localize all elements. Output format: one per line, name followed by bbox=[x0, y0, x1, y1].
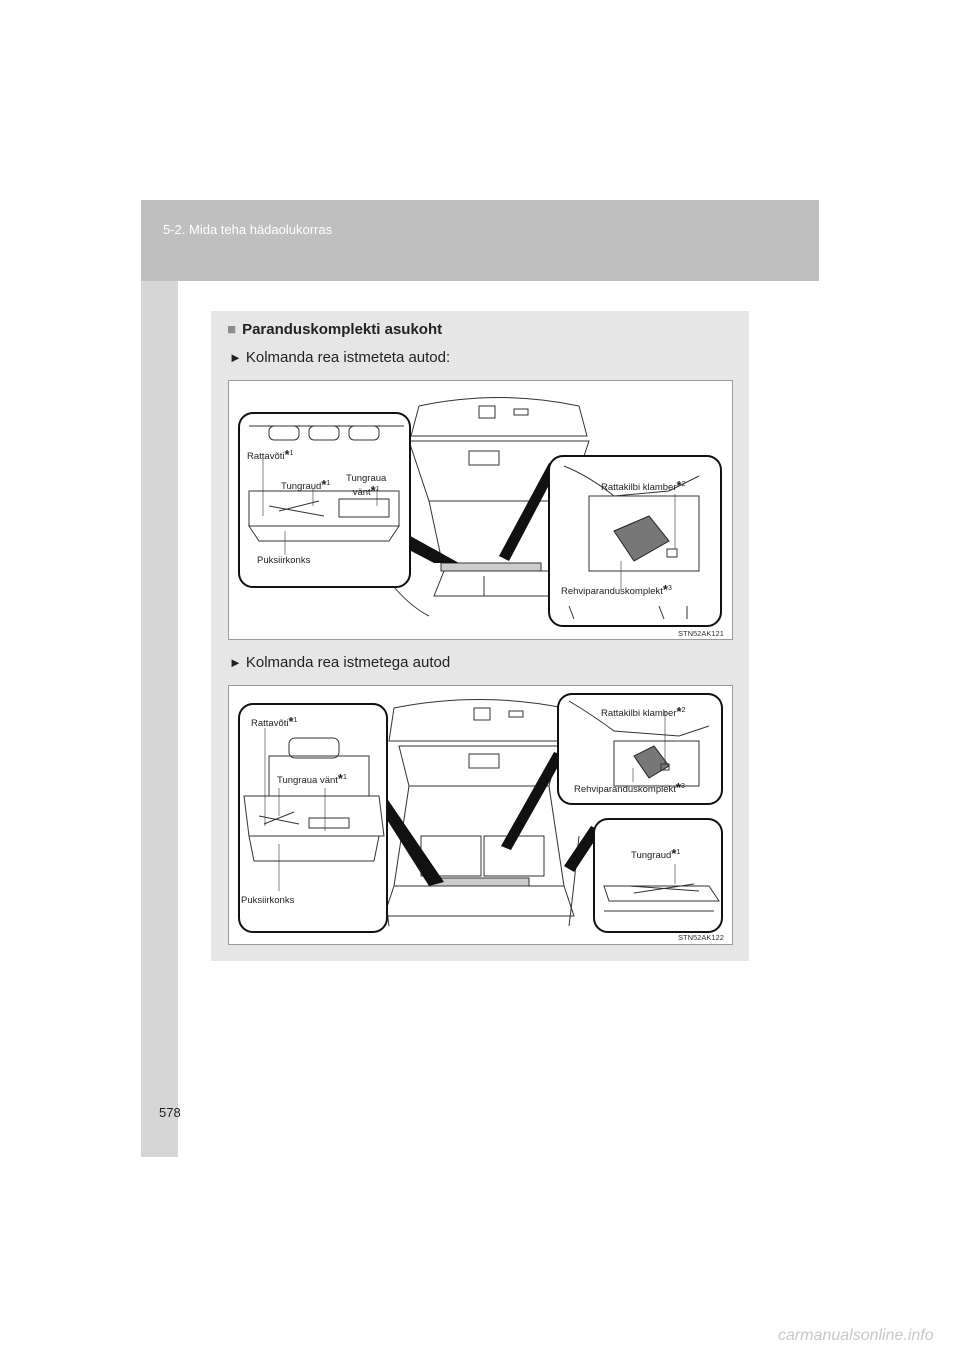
label-jack-handle: Tungraua vänt*$^1$ bbox=[346, 473, 387, 499]
left-margin-strip bbox=[141, 200, 178, 1157]
label-jack: Tungraud*$^1$ bbox=[281, 477, 331, 493]
caption-with-third-row bbox=[229, 654, 450, 671]
watermark-text: carmanualsonline.info bbox=[778, 1327, 934, 1344]
label-tire-repair-kit: Rehviparanduskomplekt*$^3$ bbox=[561, 582, 672, 598]
label-wheel-wrench: Rattavõti*$^1$ bbox=[251, 714, 298, 730]
figure-no-third-row bbox=[228, 380, 733, 640]
figure-code: STN52AK121 bbox=[678, 629, 724, 638]
car-trunk-illustration-1 bbox=[229, 381, 734, 641]
square-bullet-icon: ■ bbox=[227, 321, 237, 338]
label-tire-repair-kit: Rehviparanduskomplekt*$^3$ bbox=[574, 780, 685, 796]
label-jack: Tungraud*$^1$ bbox=[631, 846, 681, 862]
car-trunk-illustration-2 bbox=[229, 686, 734, 946]
figure-code: STN52AK122 bbox=[678, 933, 724, 942]
page-number: 578 bbox=[159, 1105, 181, 1120]
label-towing-eyelet: Puksiirkonks bbox=[241, 895, 295, 906]
label-wheel-cap-clip: Rattakilbi klamber*$^2$ bbox=[601, 478, 686, 494]
heading bbox=[227, 321, 442, 338]
heading-text: Paranduskomplekti asukoht bbox=[242, 321, 443, 338]
figure-with-third-row bbox=[228, 685, 733, 945]
triangle-bullet-icon: ► bbox=[229, 350, 242, 365]
triangle-bullet-icon: ► bbox=[229, 655, 242, 670]
caption-no-third-row bbox=[229, 349, 450, 366]
caption-text: Kolmanda rea istmetega autod bbox=[245, 654, 451, 671]
section-header-bar bbox=[141, 200, 819, 281]
label-wheel-cap-clip: Rattakilbi klamber*$^2$ bbox=[601, 704, 686, 720]
label-towing-eyelet: Puksiirkonks bbox=[257, 555, 311, 566]
caption-text: Kolmanda rea istmeteta autod: bbox=[245, 349, 451, 366]
label-jack-handle: Tungraua vänt*$^1$ bbox=[277, 771, 347, 787]
section-title: 5-2. Mida teha hädaolukorras bbox=[163, 222, 333, 237]
label-wheel-wrench: Rattavõti*$^1$ bbox=[247, 447, 294, 463]
